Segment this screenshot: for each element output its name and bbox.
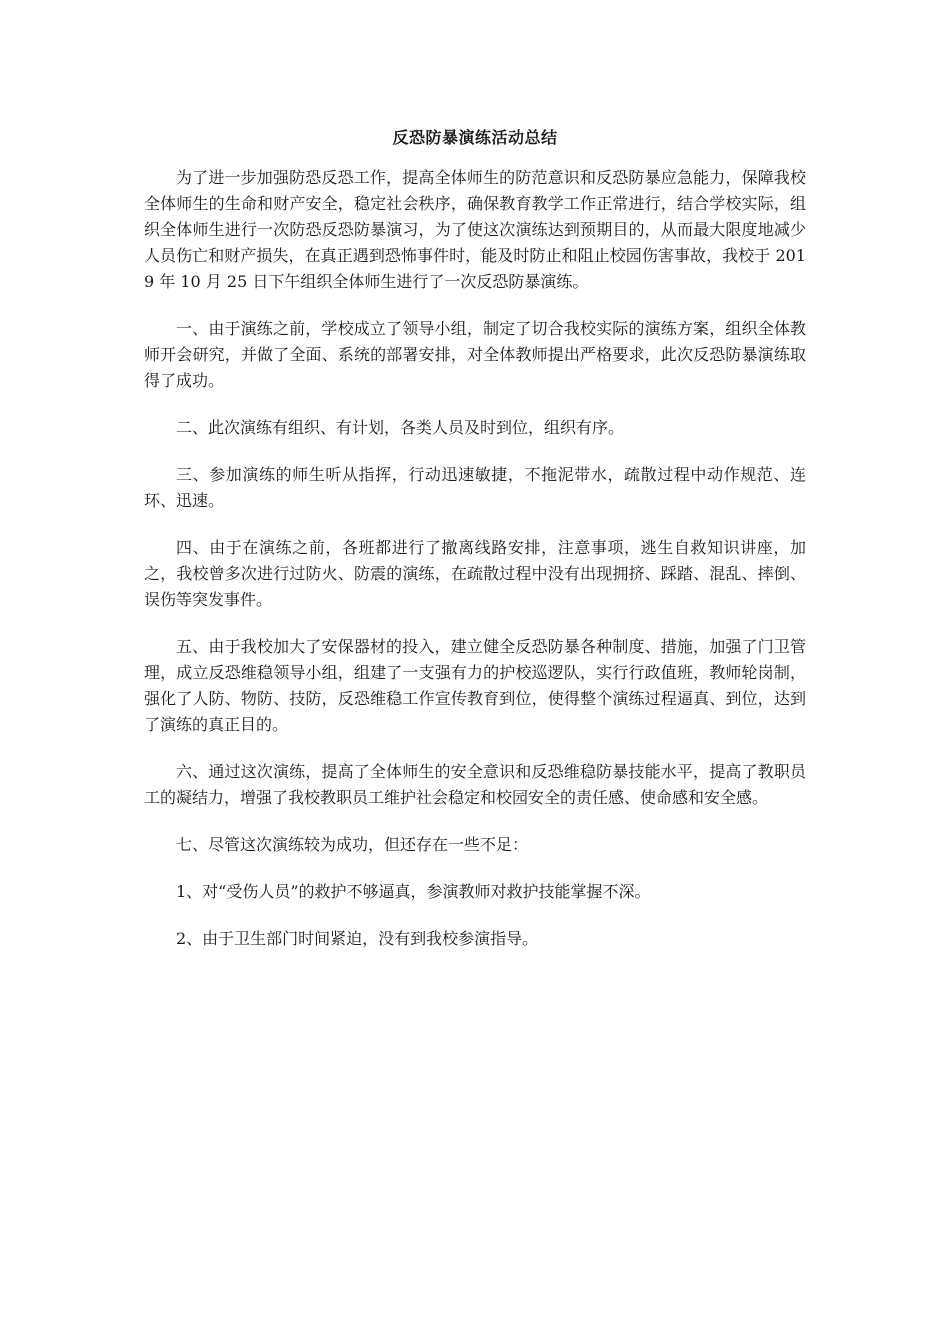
shortcoming-item-1: 1、对“受伤人员”的救护不够逼真，参演教师对救护技能掌握不深。	[176, 882, 651, 901]
paragraph-point-1: 一、由于演练之前，学校成立了领导小组，制定了切合我校实际的演练方案，组织全体教师开会研究，并做了全面、系统的部署安排，对全体教师提出严格要求，此次反恐防暴演练取得了成功。	[144, 319, 806, 390]
paragraph-point-7: 七、尽管这次演练较为成功，但还存在一些不足：	[176, 835, 529, 854]
paragraph-point-6: 六、通过这次演练，提高了全体师生的安全意识和反恐维稳防暴技能水平，提高了教职员工的凝结力，增强了我校教职员工维护社会稳定和校园安全的责任感、使命感和安全感。	[144, 762, 806, 807]
paragraph-point-4: 四、由于在演练之前，各班都进行了撤离线路安排，注意事项，逃生自救知识讲座，加之，我校曾多次进行过防火、防震的演练，在疏散过程中没有出现拥挤、踩踏、混乱、摔倒、误伤等突发事件。	[144, 538, 806, 609]
paragraph-point-5: 五、由于我校加大了安保器材的投入，建立健全反恐防暴各种制度、措施，加强了门卫管理，成立反恐维稳领导小组，组建了一支强有力的护校巡逻队，实行行政值班，教师轮岗制，强化了人防、物防、技防，反恐维稳工作宣传教育到位，使得整个演练过程逼真、到位，达到了演练的真正目的。	[144, 637, 806, 734]
paragraph-point-2: 二、此次演练有组织、有计划，各类人员及时到位，组织有序。	[176, 418, 625, 437]
document-body	[144, 125, 806, 973]
paragraph-point-3: 三、参加演练的师生听从指挥，行动迅速敏捷，不拖泥带水，疏散过程中动作规范、连环、迅速。	[144, 465, 806, 510]
shortcoming-item-2: 2、由于卫生部门时间紧迫，没有到我校参演指导。	[176, 929, 539, 948]
intro-paragraph: 为了进一步加强防恐反恐工作，提高全体师生的防范意识和反恐防暴应急能力，保障我校全体师生的生命和财产安全，稳定社会秩序，确保教育教学工作正常进行，结合学校实际，组织全体师生进行一次防恐反恐防暴演习，为了使这次演练达到预期目的，从而最大限度地减少人员伤亡和财产损失，在真正遇到恐怖事件时，能及时防止和阻止校园伤害事故，我校于 2019 年 10 月 25 日下午组织全体师生进行了一次反恐防暴演练。	[144, 168, 806, 291]
document-title: 反恐防暴演练活动总结	[392, 128, 558, 147]
